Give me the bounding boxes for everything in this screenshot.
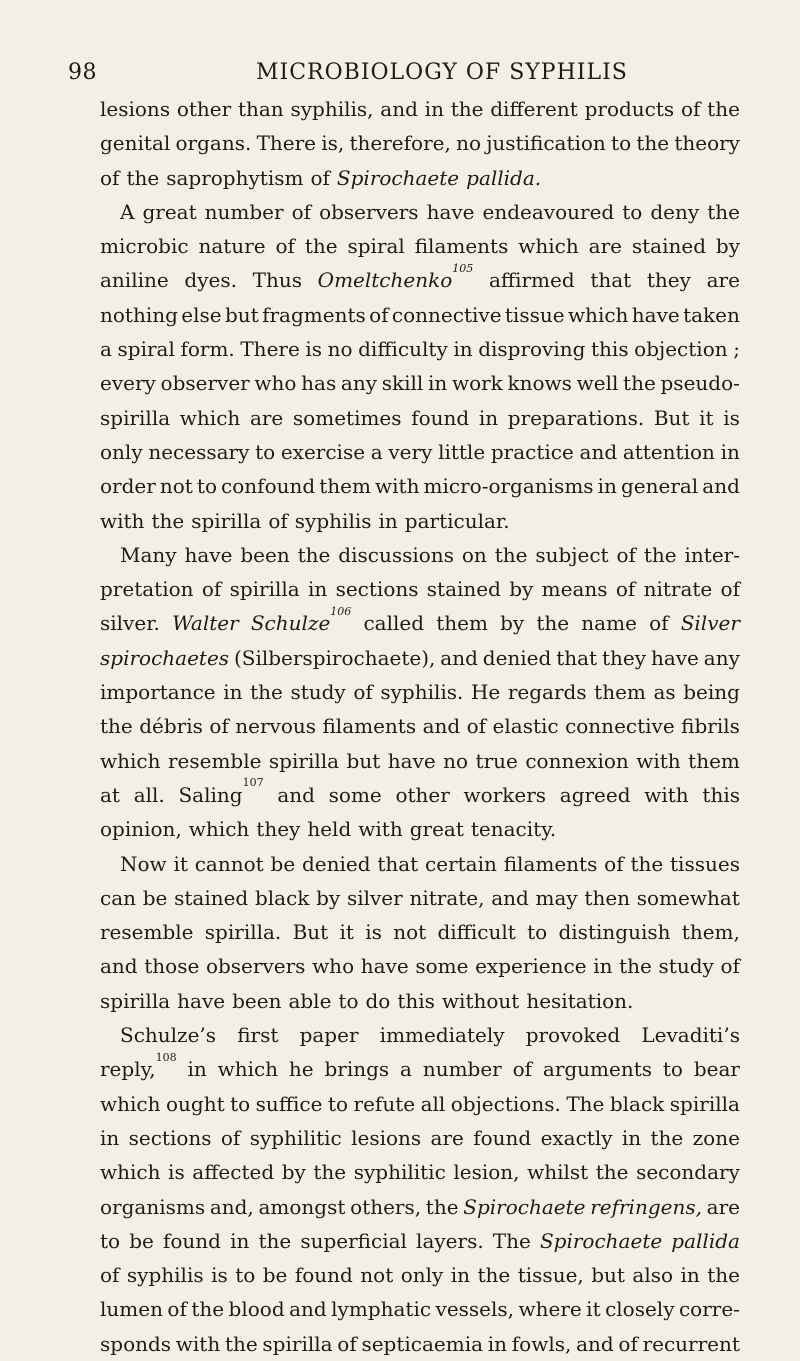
text-line: sponds with the spirilla of septicaemia in fowls, and of recurrent	[100, 1331, 740, 1356]
text-line: of syphilis is to be found not only in the tissue, but also in the	[100, 1263, 740, 1288]
text-line: genital organs. There is, therefore, no justification to the theory	[100, 131, 740, 156]
text-line: to be found in the superficial layers. The Spirochaete pallida	[100, 1228, 740, 1253]
body-text	[100, 92, 740, 1361]
text-line: spirochaetes (Silberspirochaete), and denied that they have any	[100, 645, 740, 670]
text-line: lesions other than syphilis, and in the different products of the	[100, 97, 740, 121]
text-line: nothing else but fragments of connective tissue which have taken	[100, 302, 740, 327]
text-line: can be stained black by silver nitrate, and may then somewhat	[100, 885, 740, 910]
text-line: opinion, which they held with great tenacity.	[100, 817, 557, 842]
text-line: A great number of observers have endeavoured to deny the	[120, 199, 740, 224]
text-line: of the saprophytism of Spirochaete pallida.	[100, 165, 542, 190]
text-line: which is affected by the syphilitic lesion, whilst the secondary	[100, 1160, 740, 1185]
text-line: and those observers who have some experience in the study of	[100, 954, 740, 979]
text-line: which ought to suffice to refute all objections. The black spirilla	[100, 1091, 740, 1116]
text-line: spirilla which are sometimes found in preparations. But it is	[100, 405, 740, 430]
text-line: pretation of spirilla in sections stained by means of nitrate of	[100, 577, 740, 602]
text-line: at all. Saling$^{107}$ and some other workers agreed with this	[100, 776, 740, 807]
text-line: microbic nature of the spiral filaments which are stained by	[100, 234, 740, 259]
text-line: reply,$^{108}$ in which he brings a number of arguments to bear	[100, 1050, 740, 1082]
running-header	[0, 60, 800, 92]
running-title: MICROBIOLOGY OF SYPHILIS	[256, 60, 628, 85]
text-line: with the spirilla of syphilis in particular.	[100, 508, 510, 533]
text-line: Many have been the discussions on the subject of the inter-	[120, 542, 740, 567]
text-line: the débris of nervous filaments and of elastic connective fibrils	[100, 714, 740, 739]
text-line: organisms and, amongst others, the Spirochaete refringens, are	[100, 1194, 740, 1219]
text-line: in sections of syphilitic lesions are found exactly in the zone	[100, 1125, 740, 1150]
text-line: resemble spirilla. But it is not difficult to distinguish them,	[100, 920, 740, 945]
text-line: Now it cannot be denied that certain filaments of the tissues	[120, 851, 740, 876]
text-line: order not to confound them with micro-organisms in general and	[100, 474, 740, 499]
page-number: 98	[68, 60, 97, 85]
text-line: Schulze’s first paper immediately provoked Levaditi’s	[120, 1023, 740, 1048]
text-line: silver. Walter Schulze$^{106}$ called them by the name of Silver	[100, 604, 740, 636]
text-line: which resemble spirilla but have no true connexion with them	[100, 748, 740, 773]
text-line: only necessary to exercise a very little practice and attention in	[100, 439, 740, 464]
text-line: lumen of the blood and lymphatic vessels, where it closely corre-	[100, 1297, 740, 1322]
text-line: spirilla have been able to do this without hesitation.	[100, 988, 634, 1013]
text-line: importance in the study of syphilis. He regards them as being	[100, 680, 740, 705]
text-line: aniline dyes. Thus Omeltchenko$^{105}$ affirmed that they are	[100, 261, 740, 293]
text-line: a spiral form. There is no difficulty in disproving this objection ;	[100, 337, 740, 362]
text-line: every observer who has any skill in work knows well the pseudo-	[100, 371, 740, 396]
